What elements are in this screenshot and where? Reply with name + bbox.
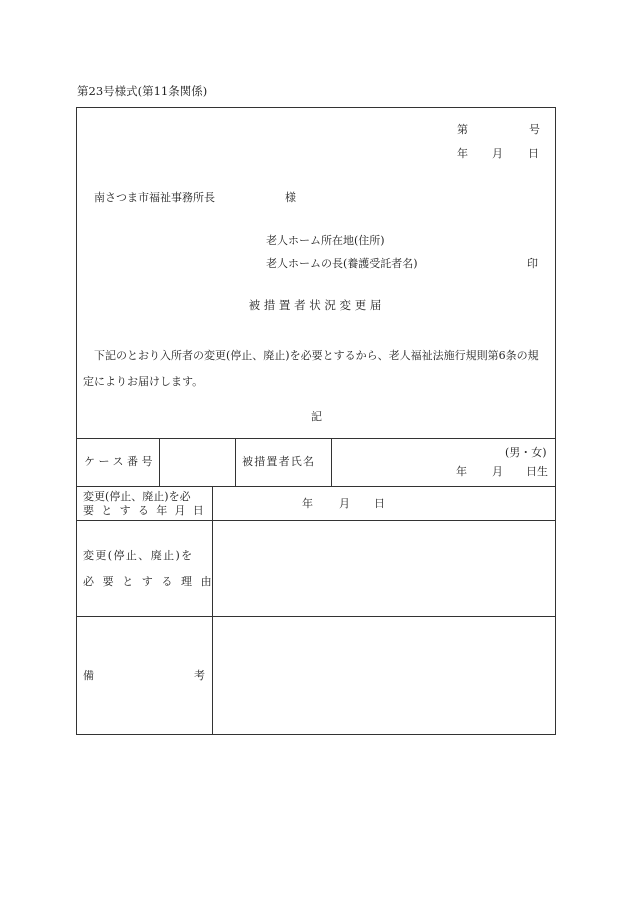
reason-label-line1: 変更(停止、廃止)を bbox=[83, 549, 194, 562]
seal-mark: 印 bbox=[527, 257, 538, 270]
addressee-honorific: 様 bbox=[285, 191, 296, 204]
change-date-year: 年 bbox=[302, 497, 313, 510]
change-date-month: 月 bbox=[339, 497, 350, 510]
col-rule-3 bbox=[331, 438, 332, 486]
col-rule-label bbox=[212, 486, 213, 735]
row-rule-2 bbox=[76, 520, 556, 521]
case-number-label bbox=[84, 455, 156, 468]
date-year: 年 bbox=[457, 147, 468, 160]
home-head-label: 老人ホームの長(養護受託者名) bbox=[266, 257, 418, 270]
birth-day: 日生 bbox=[526, 465, 548, 478]
reason-label-line2: 必要とする理由 bbox=[83, 575, 221, 588]
row-rule-1 bbox=[76, 486, 556, 487]
birth-month: 月 bbox=[492, 465, 503, 478]
case-number-label-text: ケース番号 bbox=[84, 455, 156, 468]
number-suffix: 号 bbox=[529, 123, 540, 136]
table-top-rule bbox=[76, 438, 556, 439]
row-rule-3 bbox=[76, 616, 556, 617]
ki-mark: 記 bbox=[311, 410, 322, 423]
number-prefix: 第 bbox=[457, 123, 468, 136]
date-month: 月 bbox=[492, 147, 503, 160]
person-name-label: 被措置者氏名 bbox=[242, 455, 316, 468]
body-text: 下記のとおり入所者の変更(停止、廃止)を必要とするから、老人福祉法施行規則第6条の規定によりお届けします。 bbox=[83, 349, 539, 388]
change-date-label-line1: 変更(停止、廃止)を必 bbox=[83, 490, 191, 503]
addressee-name: 南さつま市福祉事務所長 bbox=[94, 191, 215, 204]
birth-year: 年 bbox=[456, 465, 467, 478]
col-rule-1 bbox=[159, 438, 160, 486]
change-date-label-line2: 要とする年月日 bbox=[83, 504, 212, 517]
change-date-day: 日 bbox=[374, 497, 385, 510]
home-location-label: 老人ホーム所在地(住所) bbox=[266, 234, 385, 247]
document-title: 被 措 置 者 状 況 変 更 届 bbox=[248, 298, 382, 312]
remarks-label-char2: 考 bbox=[194, 669, 205, 682]
remarks-label-char1: 備 bbox=[83, 669, 94, 682]
form-number: 第23号様式(第11条関係) bbox=[77, 84, 208, 98]
gender-field: (男・女) bbox=[505, 446, 547, 459]
col-rule-2 bbox=[235, 438, 236, 486]
date-day: 日 bbox=[528, 147, 539, 160]
